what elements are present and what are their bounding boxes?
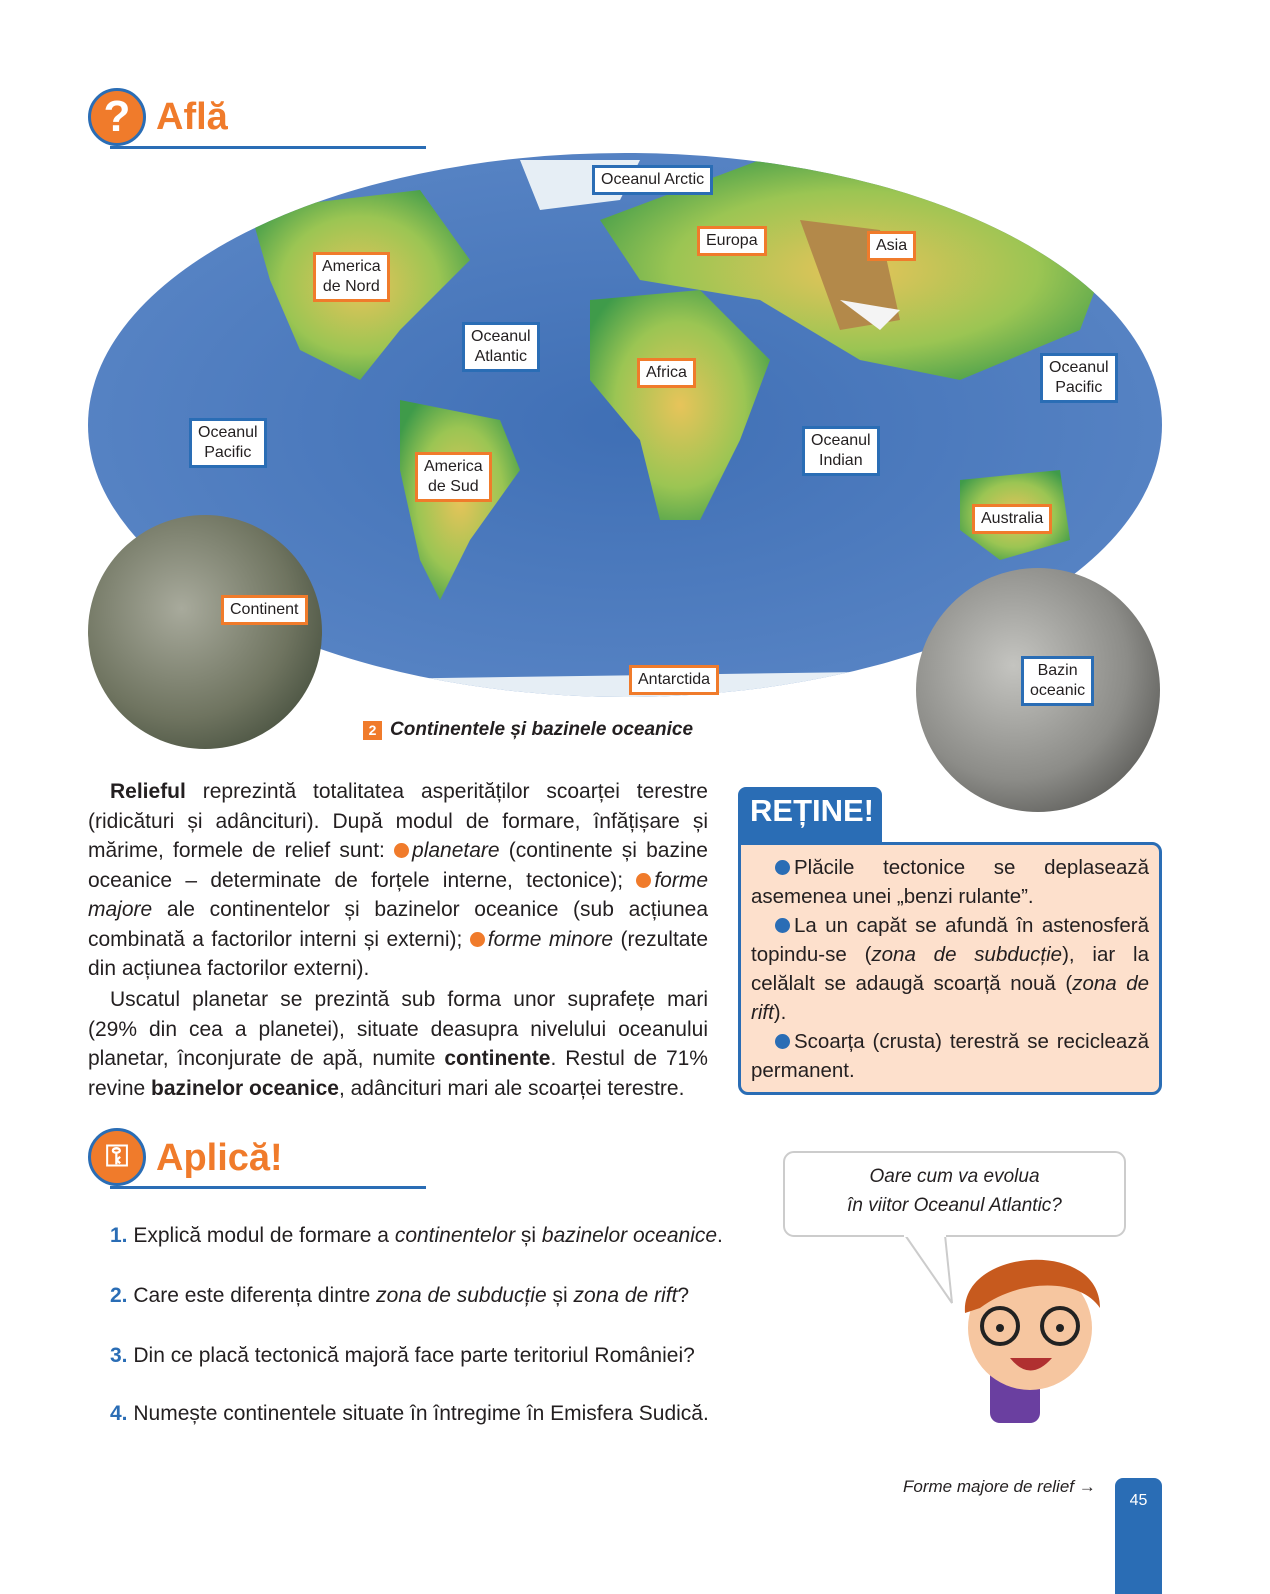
section-title-aplica: Aplică! (156, 1137, 283, 1179)
arrow-right-icon: → (1078, 1477, 1096, 1496)
label-indian-ocean: Oceanul Indian (802, 426, 880, 476)
label-australia: Australia (972, 504, 1052, 534)
label-europe: Europa (697, 226, 767, 256)
heading-underline (110, 1186, 426, 1189)
next-topic-link[interactable]: Forme majore de relief → (903, 1477, 1096, 1496)
bullet-icon (394, 843, 409, 858)
label-atlantic-ocean: Oceanul Atlantic (462, 322, 540, 372)
figure-number: 2 (363, 721, 382, 740)
continent-globe (88, 515, 322, 749)
question-3: 3. Din ce placă tectonică majoră face parte teritoriul României? (110, 1344, 695, 1367)
label-africa: Africa (637, 358, 696, 388)
label-north-america: America de Nord (313, 252, 390, 302)
label-asia: Asia (867, 231, 916, 261)
label-pacific-ocean-west: Oceanul Pacific (189, 418, 267, 468)
bullet-icon (470, 932, 485, 947)
paragraph-relief: Relieful reprezintă totalitatea asperităților scoarței terestre (ridicături și adâncituri). După modul de formare, înfățișare și mărime, formele de relief sunt: planetare (continente și bazine oceanice – determinate de forțele interne, tectonice); forme majore ale continentelor și bazinelor oceanice (sub acțiunea combinată a factorilor interni și externi); forme minore (rezultate din acțiunea factorilor externi). (88, 780, 708, 980)
label-continent: Continent (221, 595, 308, 625)
key-icon: ⚿ (88, 1128, 146, 1186)
retine-item: Scoarța (crusta) terestră se reciclează permanent. (751, 1030, 1149, 1082)
question-4: 4. Numește continentele situate în întregime în Emisfera Sudică. (110, 1402, 709, 1425)
retine-item: La un capăt se afundă în astenosferă topindu-se (zona de subducție), iar la celălalt se adaugă scoarță nouă (zona de rift). (751, 914, 1149, 1024)
retine-item: Plăcile tectonice se deplasează asemenea unei „benzi rulante”. (751, 856, 1149, 908)
question-2: 2. Care este diferența dintre zona de subducție și zona de rift? (110, 1284, 690, 1307)
boy-illustration (965, 1260, 1100, 1423)
bullet-icon (775, 918, 790, 933)
paragraph-land: Uscatul planetar se prezintă sub forma unor suprafețe mari (29% din cea a planetei), situate deasupra nivelului oceanului planetar, înconjurate de apă, numite continente. Restul de 71% revine bazinelor oceanice, adâncituri mari ale scoarței terestre. (88, 988, 708, 1100)
question-1: 1. Explică modul de formare a continentelor și bazinelor oceanice. (110, 1224, 723, 1247)
label-arctic-ocean: Oceanul Arctic (592, 165, 713, 195)
label-south-america: America de Sud (415, 452, 492, 502)
label-pacific-ocean-east: Oceanul Pacific (1040, 353, 1118, 403)
bullet-icon (636, 873, 651, 888)
speech-bubble: Oare cum va evolua în viitor Oceanul Atlantic? (847, 1166, 1062, 1216)
bullet-icon (775, 1034, 790, 1049)
figure-caption: Continentele și bazinele oceanice (390, 719, 694, 740)
label-ocean-basin: Bazin oceanic (1021, 656, 1094, 706)
section-title-afla: Află (156, 96, 228, 138)
retine-box (738, 842, 1162, 1095)
page-number: 45 (1115, 1478, 1162, 1594)
retine-title: REȚINE! (738, 787, 882, 847)
bullet-icon (775, 860, 790, 875)
question-icon: ? (88, 88, 146, 146)
label-antarctica: Antarctida (629, 665, 719, 695)
